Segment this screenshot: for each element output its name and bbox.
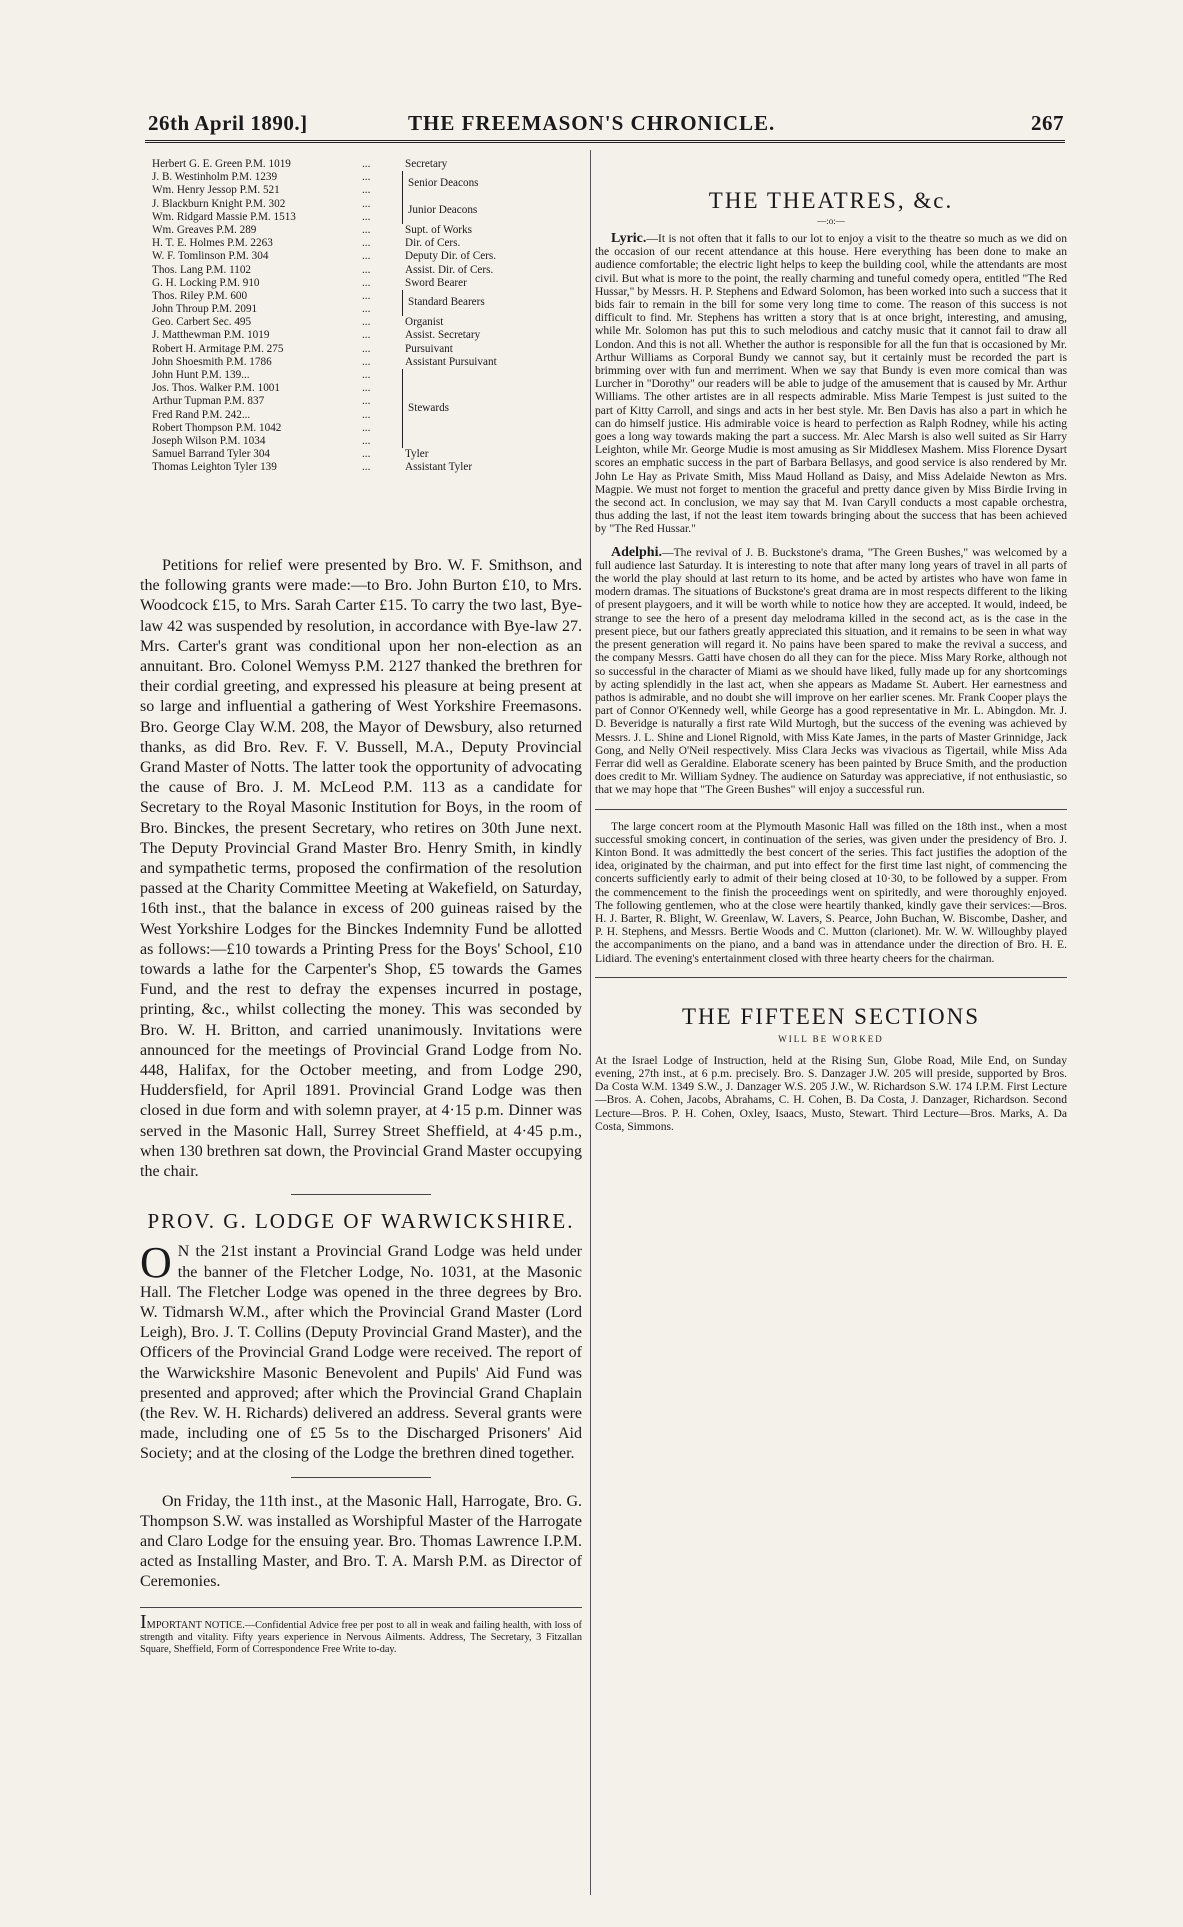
officer-name: J. Matthewman P.M. 1019 <box>152 329 270 342</box>
officer-name: Wm. Henry Jessop P.M. 521 <box>152 184 280 197</box>
publication-title: THE FREEMASON'S CHRONICLE. <box>408 111 776 135</box>
officer-dots: ... <box>362 421 371 434</box>
adelphi-review <box>595 546 1067 797</box>
officer-name: Wm. Ridgard Massie P.M. 1513 <box>152 210 296 223</box>
officer-name: John Shoesmith P.M. 1786 <box>152 355 272 368</box>
group-label-junior-deacons: Junior Deacons <box>408 203 478 216</box>
officer-row <box>140 448 582 461</box>
officer-row <box>140 290 582 303</box>
officer-name: John Hunt P.M. 139... <box>152 369 250 381</box>
officer-dots: ... <box>362 316 371 329</box>
group-brace <box>398 198 403 224</box>
issue-date: 26th April 1890.] <box>148 111 308 135</box>
officer-dots: ... <box>362 223 371 236</box>
officer-name: Wm. Greaves P.M. 289 <box>152 223 257 236</box>
officer-role: Assistant Pursuivant <box>405 355 497 368</box>
column-divider <box>590 150 591 1895</box>
officer-row <box>140 343 582 356</box>
section-divider-right-2 <box>595 977 1067 978</box>
officer-name: W. F. Tomlinson P.M. 304 <box>152 250 269 263</box>
officer-row <box>140 395 582 408</box>
adelphi-text: —The revival of J. B. Buckstone's drama, "The Green Bushes," was welcomed by a full audience last Saturday. It is interesting to note that after many long years of travel in all parts of the world the play should at last return to its home, and be acted by artistes who have won fame in modern dramas. The situations of Buckstone's great drama are in most respects different to the liking of present playgoers, and it will be worth while to notice how they are accepted. It would, indeed, be strange to see the hero of a present day melodrama killed in the second act, as is the case in the present piece, but our fathers greatly appreciated this situation, and it remains to be seen in what way the present generation will regard it. No pains have been spared to make the revival a success, and the company Messrs. Gatti have chosen do all they can for the piece. Miss Mary Rorke, although not so successful in the character of Miami as we should have liked, fully made up for any shortcomings by acting splendidly in the last act, when she appears as Madame St. Aubert. Her earnestness and pathos is admirable, and no doubt she will improve on her earlier scenes. Mr. Frank Cooper plays the part of Connor O'Kennedy well, while George has a good representative in Mr. L. Abingdon. Mr. J. D. Beveridge is naturally a first rate Wild Murtogh, but the success of the evening was achieved by Messrs. J. L. Shine and Lionel Rignold, with Miss Kate James, in the parts of Master Grinnidge, Jack Gong, and Nelly O'Neil respectively. Miss Clara Jecks was vivacious as Tigertail, while Miss Ada Ferrar did well as Geraldine. Elaborate scenery has been painted by Bruce Smith, and the production does credit to Mr. William Sydney. The audience on Saturday was appreciative, if not enthusiastic, so that we may hope that "The Green Bushes" will enjoy a successful run. <box>595 545 1067 797</box>
officer-dots: ... <box>362 289 371 302</box>
officer-row <box>140 461 582 474</box>
officer-row <box>140 409 582 422</box>
officer-name: H. T. E. Holmes P.M. 2263 <box>152 237 273 250</box>
officer-row <box>140 369 582 382</box>
group-label-senior-deacons: Senior Deacons <box>408 177 479 190</box>
officer-row <box>140 184 582 197</box>
officer-dots: ... <box>362 408 371 421</box>
officer-dots: ... <box>362 395 371 408</box>
fifteen-sections-heading: THE FIFTEEN SECTIONS <box>681 1003 981 1029</box>
officer-row <box>140 303 582 316</box>
officer-dots: ... <box>362 461 371 474</box>
fifteen-sections-paragraph: At the Israel Lodge of Instruction, held at the Rising Sun, Globe Road, Mile End, on Sunday evening, 27th inst., at 6 p.m. precisely. Bro. S. Danzager J.W. 205 will preside, supported by Bros. Da Costa W.M. 1349 S.W., J. Danzager W.S. 205 J.W., W. Richardson S.W. 174 I.P.M. First Lecture—Bros. A. Cohen, Jacobs, Abrahams, C. H. Cohen, B. Da Costa, J. Danzager, Richardson. Second Lecture—Bros. P. H. Cohen, Oxley, Isaacs, Musto, Stewart. Third Lecture—Bros. Marks, A. Da Costa, Simmons. <box>595 1053 1067 1133</box>
harrogate-paragraph: On Friday, the 11th inst., at the Masonic Hall, Harrogate, Bro. G. Thompson S.W. was installed as Worshipful Master of the Harrogate and Claro Lodge for the ensuing year. Bro. Thomas Lawrence I.P.M. acted as Installing Master, and Bro. T. A. Marsh P.M. as Director of Ceremonies. <box>140 1492 582 1591</box>
lyric-review <box>595 232 1067 536</box>
officer-dots: ... <box>362 369 371 381</box>
group-label-standard-bearers: Standard Bearers <box>408 296 485 309</box>
officer-role: Deputy Dir. of Cers. <box>405 250 497 263</box>
officer-name: Robert Thompson P.M. 1042 <box>152 421 282 434</box>
officer-dots: ... <box>362 342 371 355</box>
group-brace <box>398 290 403 316</box>
page-header <box>148 111 1078 139</box>
header-rule <box>145 140 1065 145</box>
group-brace <box>398 369 403 448</box>
section-divider-2 <box>291 1477 431 1478</box>
officer-role: Assist. Secretary <box>405 329 481 342</box>
officer-name: Arthur Tupman P.M. 837 <box>152 395 265 408</box>
warwickshire-heading: PROV. G. LODGE OF WARWICKSHIRE. <box>147 1209 575 1234</box>
officer-name: Thomas Leighton Tyler 139 <box>152 461 277 474</box>
officer-row <box>140 237 582 250</box>
officer-name: Thos. Riley P.M. 600 <box>152 289 248 302</box>
officer-name: John Throup P.M. 2091 <box>152 303 258 316</box>
drop-cap: O <box>140 1238 172 1288</box>
officer-name: Thos. Lang P.M. 1102 <box>152 263 252 276</box>
ornament-separator: —:o:— <box>817 216 845 226</box>
officer-name: G. H. Locking P.M. 910 <box>152 276 260 289</box>
officer-row <box>140 435 582 448</box>
group-label-stewards: Stewards <box>408 401 450 414</box>
section-divider-right <box>595 809 1067 810</box>
officer-role: Sword Bearer <box>405 276 467 289</box>
officer-row <box>140 329 582 342</box>
officers-list <box>140 158 582 556</box>
officer-dots: ... <box>362 197 371 210</box>
officer-role: Secretary <box>405 158 448 170</box>
officer-row <box>140 422 582 435</box>
left-column <box>140 158 582 1656</box>
officer-name: Jos. Thos. Walker P.M. 1001 <box>152 382 280 395</box>
officer-dots: ... <box>362 237 371 250</box>
right-column <box>595 158 1067 1143</box>
officer-row <box>140 250 582 263</box>
notice-initial: I <box>140 1610 147 1633</box>
officer-row <box>140 171 582 184</box>
officer-row <box>140 264 582 277</box>
officer-name: Robert H. Armitage P.M. 275 <box>152 342 284 355</box>
lyric-lead: Lyric. <box>611 231 647 246</box>
officer-role: Tyler <box>405 448 429 461</box>
officer-role: Supt. of Works <box>405 223 472 236</box>
officer-name: Herbert G. E. Green P.M. 1019 <box>152 158 291 170</box>
officer-role: Assist. Dir. of Cers. <box>405 263 494 276</box>
officer-row <box>140 198 582 211</box>
officer-role: Dir. of Cers. <box>405 237 461 250</box>
officer-row <box>140 356 582 369</box>
officer-name: J. Blackburn Knight P.M. 302 <box>152 197 286 210</box>
officer-row <box>140 316 582 329</box>
notice-text: MPORTANT NOTICE.—Confidential Advice free per post to all in weak and failing health, with loss of strength and vitality. Fifty years experience in Nervous Ailments. Address, The Secretary, 3 Fitzallan Square, Sheffield, Form of Correspondence Free Write to-day. <box>140 1619 582 1655</box>
officer-dots: ... <box>362 276 371 289</box>
warwickshire-paragraph <box>140 1238 582 1464</box>
officer-row <box>140 382 582 395</box>
officer-dots: ... <box>362 263 371 276</box>
officer-row <box>140 277 582 290</box>
officer-row <box>140 211 582 224</box>
section-divider <box>291 1194 431 1195</box>
important-notice-advert <box>140 1607 582 1656</box>
group-brace <box>398 171 403 197</box>
officer-row <box>140 224 582 237</box>
officer-role: Pursuivant <box>405 342 453 355</box>
adelphi-lead: Adelphi. <box>611 544 662 560</box>
officer-role: Assistant Tyler <box>405 461 473 474</box>
officer-dots: ... <box>362 171 371 184</box>
officer-dots: ... <box>362 184 371 197</box>
officer-dots: ... <box>362 210 371 223</box>
officer-name: Geo. Carbert Sec. 495 <box>152 316 252 329</box>
officer-name: Joseph Wilson P.M. 1034 <box>152 434 266 447</box>
theatres-heading: THE THEATRES, &c. <box>708 188 954 213</box>
page-number: 267 <box>1031 111 1064 135</box>
officer-name: Fred Rand P.M. 242... <box>152 408 251 421</box>
officer-dots: ... <box>362 382 371 395</box>
officer-dots: ... <box>362 434 371 447</box>
concert-paragraph: The large concert room at the Plymouth Masonic Hall was filled on the 18th inst., when a most successful smoking concert, in continuation of the series, was given under the presidency of Bro. J. Kinton Bond. It was admittedly the best concert of the series. This fact justifies the adoption of the idea, originated by the chairman, and put into effect for the first time last night, of commencing the concerts sufficiently early to admit of their being closed at 10·30, to be followed by a supper. From the commencement to the finish the proceedings went on spiritedly, and were thoroughly enjoyed. The following gentlemen, who at the close were heartily thanked, kindly gave their services:—Bros. H. J. Barter, R. Blight, W. Greenlaw, W. Lavers, S. Pearce, John Buchan, W. Biscombe, Dasher, and P. H. Stephens, and Messrs. Bertie Woods and C. Mutton (clarionet). Mr. W. W. Willoughby played the accompaniments on the piano, and a band was in attendance under the direction of Bro. H. E. Lidiard. The evening's entertainment closed with three hearty cheers for the chairman. <box>595 819 1067 965</box>
warwickshire-text: N the 21st instant a Provincial Grand Lodge was held under the banner of the Fletcher Lodge, No. 1031, at the Masonic Hall. The Fletcher Lodge was opened in the three degrees by Bro. W. Tidmarsh W.M., after which the Provincial Grand Master (Lord Leigh), Bro. J. T. Collins (Deputy Provincial Grand Master), and the Officers of the Provincial Grand Lodge were received. The report of the Warwickshire Masonic Benevolent and Pupils' Aid Fund was presented and approved; after which the Provincial Grand Chaplain (the Rev. W. H. Richards) delivered an address. Several grants were made, including one of £5 5s to the Discharged Prisoners' Aid Society; and at the closing of the Lodge the brethren dined together. <box>140 1243 582 1463</box>
petitions-paragraph: Petitions for relief were presented by Bro. W. F. Smithson, and the following grants were made:—to Bro. John Burton £10, to Mrs. Woodcock £15, to Mrs. Sarah Carter £15. To carry the two last, Bye-law 42 was suspended by resolution, in accordance with Bye-law 27. Mrs. Carter's grant was conditional upon her non-election as an annuitant. Bro. Colonel Wemyss P.M. 2127 thanked the brethren for their cordial greeting, and expressed his pleasure at being present at so large and influential a gathering of West Yorkshire Freemasons. Bro. George Clay W.M. 208, the Mayor of Dewsbury, also returned thanks, as did Bro. Rev. F. V. Bussell, M.A., Deputy Provincial Grand Master of Notts. The latter took the opportunity of advocating the cause of Bro. J. M. McLeod P.M. 113 as a candidate for Secretary to the Royal Masonic Institution for Boys, in the room of Bro. Binckes, the present Secretary, who retires on 30th June next. The Deputy Provincial Grand Master Bro. Henry Smith, in kindly and sympathetic terms, proposed the confirmation of the resolution passed at the Charity Committee Meeting at Wakefield, on Saturday, 16th inst., that the balance in excess of 200 guineas raised by the West Yorkshire Lodges for the Binckes Indemnity Fund be allotted as follows:—£10 towards a Printing Press for the Boys' School, £10 towards a lathe for the Carpenter's Shop, £5 towards the Games Fund, and the rest to defray the expenses incurred in postage, printing, &c., whilst collecting the money. This was seconded by Bro. W. H. Britton, and carried unanimously. Invitations were announced for the meetings of Provincial Grand Lodge from No. 448, Halifax, for the October meeting, and from Lodge 290, Huddersfield, for April 1891. Provincial Grand Lodge was then closed in due form and with solemn prayer, at 4·15 p.m. Dinner was served in the Masonic Hall, Surrey Street Sheffield, at 4·45 p.m., when 130 brethren sat down, the Provincial Grand Master occupying the chair. <box>140 557 582 1181</box>
officer-name: Samuel Barrand Tyler 304 <box>152 448 271 461</box>
fifteen-sections-subheading: WILL BE WORKED <box>778 1033 884 1044</box>
officer-dots: ... <box>362 303 371 316</box>
officer-dots: ... <box>362 448 371 461</box>
officer-name: J. B. Westinholm P.M. 1239 <box>152 171 278 184</box>
officer-dots: ... <box>362 329 371 342</box>
officer-dots: ... <box>362 355 371 368</box>
officer-dots: ... <box>362 250 371 263</box>
officer-row <box>140 158 582 171</box>
lyric-text: —It is not often that it falls to our lot to enjoy a visit to the theatre so much as we did on the occasion of our recent attendance at this house. Here everything has been done to make an audience comfortable; the electric light helps to keep the building cool, while the attendants are most civil. But what is more to the point, the really charming and tuneful comedy opera, entitled "The Red Hussar," by Messrs. H. P. Stephens and Edward Solomon, has been worked into such a success that it bids fair to remain in the bill for some very long time to come. The reason of this success is not difficult to find. Mr. Stephens has written a story that is at once bright, interesting, and amusing, while Mr. Solomon has put this to such melodious and catchy music that it cannot fail to draw all London. And this is not all. Whether the author is responsible for all the fun that is occasioned by Mr. Arthur Williams as Corporal Bundy we cannot say, but it certainly must be recorded the part is brimming over with fun and merriment. When we say that Bundy is even more comical than was Lurcher in "Dorothy" our readers will be able to judge of the amusement that is caused by Mr. Arthur Williams. The other artistes are in all respects admirable. Miss Marie Tempest is just suited to the part of Kitty Carroll, and sings and acts in her best style. Mr. Ben Davis has also a part in which he can do himself justice. His admirable voice is heard to perfection as Ralph Rodney, while his acting goes a long way towards making the part a success. Mr. Alec Marsh is also well suited as Sir Harry Leighton, while Mr. George Mudie is most amusing as Sir Middlesex Mashem. Miss Florence Dysart scores an emphatic success in the part of Barbara Bellasys, and good service is also rendered by Mr. John Le Hay as Private Smith, Miss Maud Holland as Daisy, and Miss Adelaide Newton as Mrs. Magpie. We must not forget to mention the graceful and pretty dance given by Miss Birdie Irving in the second act. In conclusion, we may say that M. Ivan Caryll conducts a most capable orchestra, thus adding the last, if not the least item towards bringing about the success that has been achieved by "The Red Hussar." <box>595 232 1067 536</box>
officer-role: Organist <box>405 316 444 329</box>
officer-dots: ... <box>362 158 371 170</box>
